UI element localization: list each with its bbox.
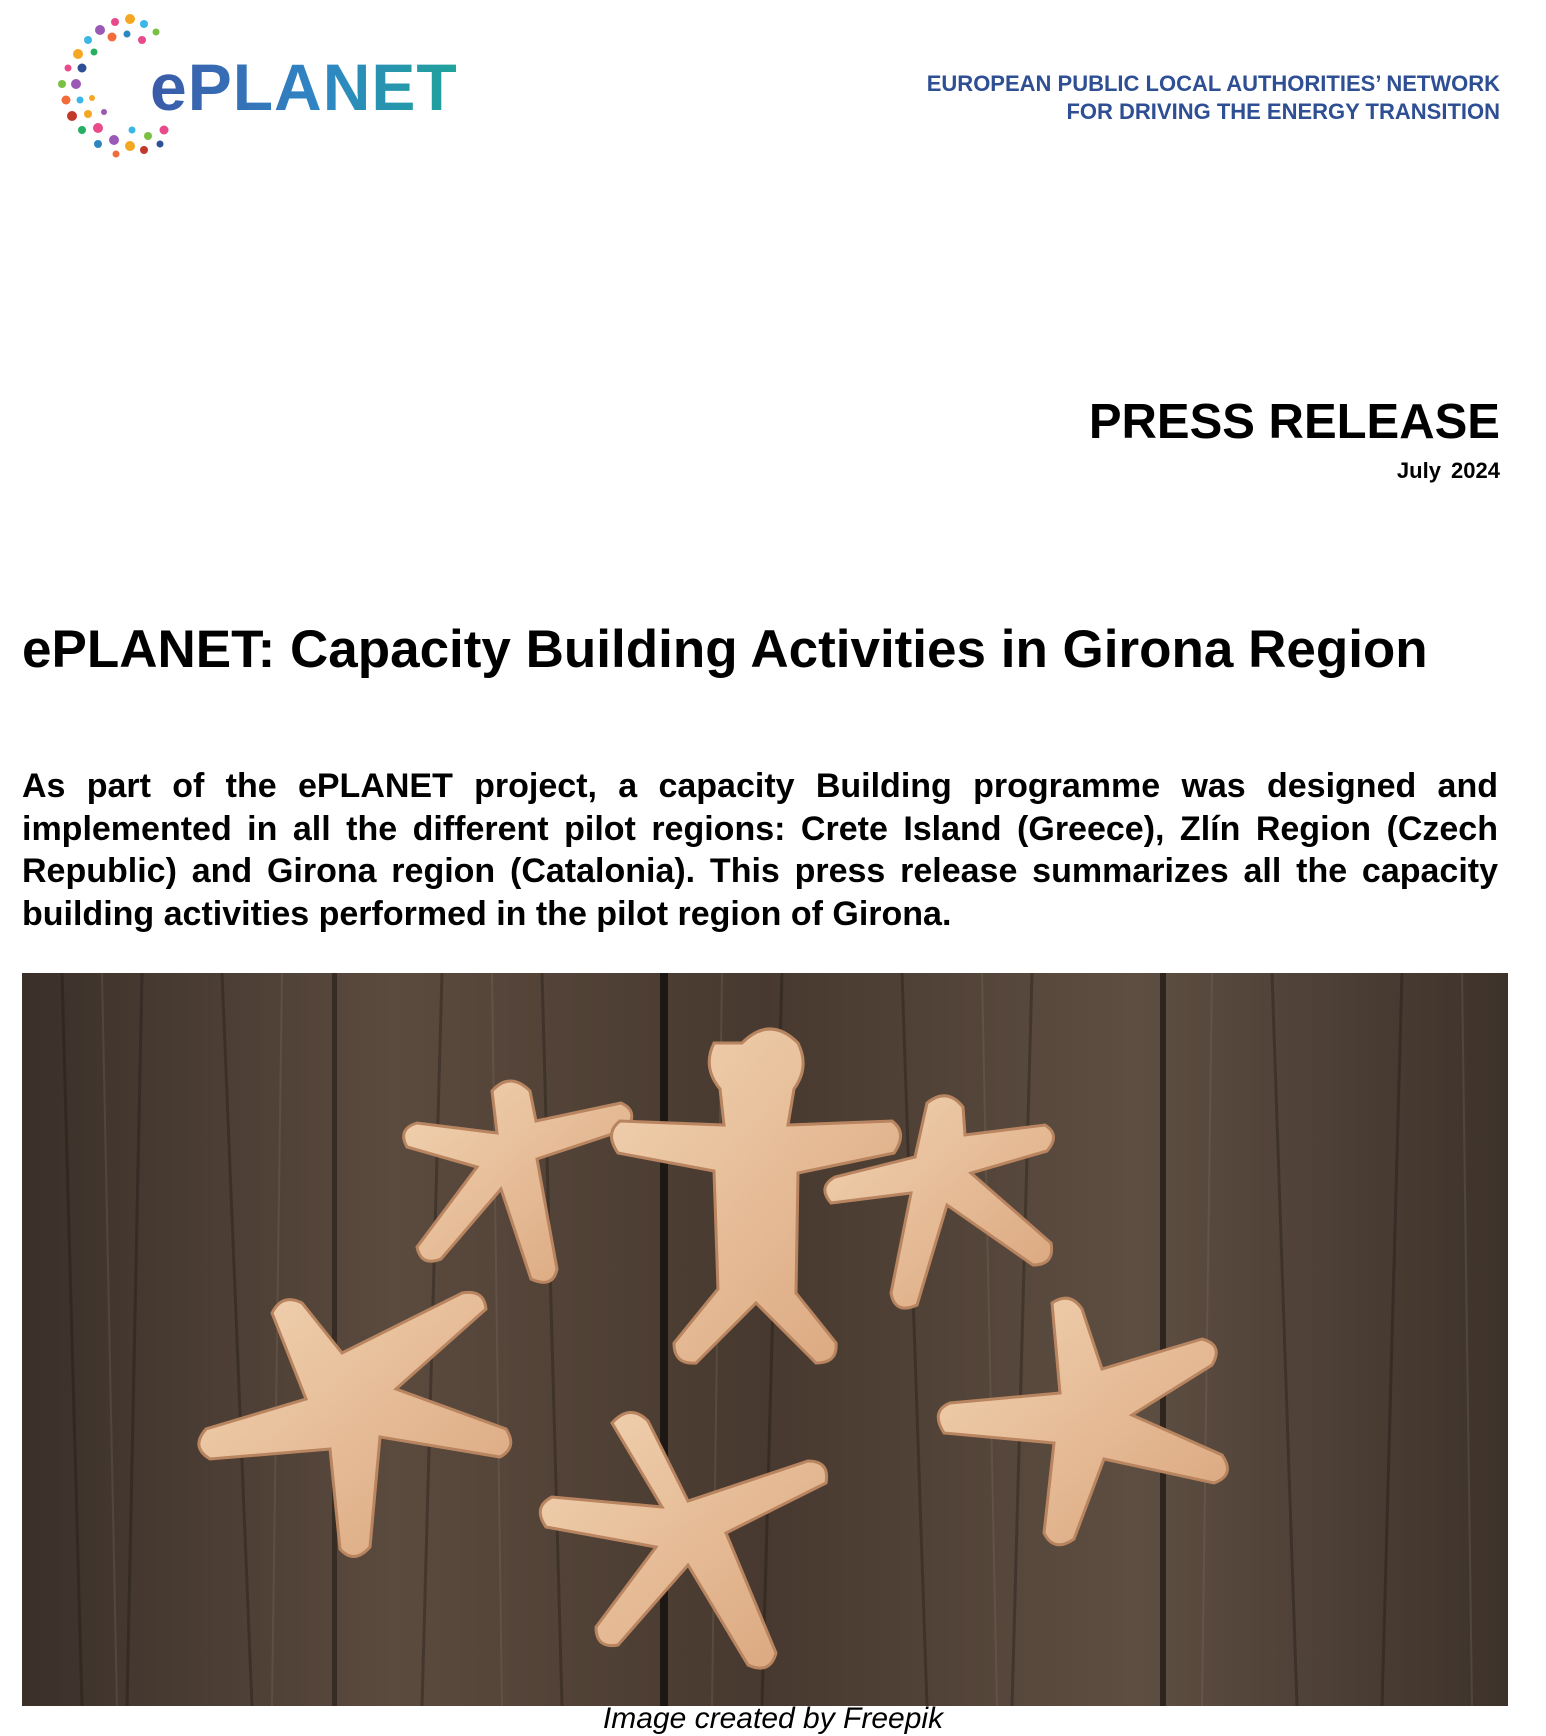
release-date: July 2024 [1396, 458, 1500, 483]
intro-paragraph: As part of the ePLANET project, a capacity Building programme was designed and implemented in all the different pilot regions: Crete Island (Greece), Zlín Region (Czech Republic) and Girona region (Catalonia). This press release summarizes all the capacity building activities performed in the pilot region of Girona. [22, 767, 1498, 933]
network-title [927, 70, 1500, 126]
logo-wordmark: ePLANET [150, 50, 458, 124]
network-title-line2: FOR DRIVING THE ENERGY TRANSITION [1066, 99, 1500, 124]
wooden-people-photo [22, 973, 1508, 1706]
network-title-line1: EUROPEAN PUBLIC LOCAL AUTHORITIES’ NETWORK [926, 71, 1500, 96]
page-title: ePLANET: Capacity Building Activities in Girona Region [22, 620, 1428, 679]
eplanet-logo [52, 12, 458, 162]
image-caption: Image created by Freepik [602, 1702, 944, 1735]
wooden-people-circle-icon [22, 973, 1508, 1706]
press-release-label: PRESS RELEASE [1088, 395, 1500, 449]
